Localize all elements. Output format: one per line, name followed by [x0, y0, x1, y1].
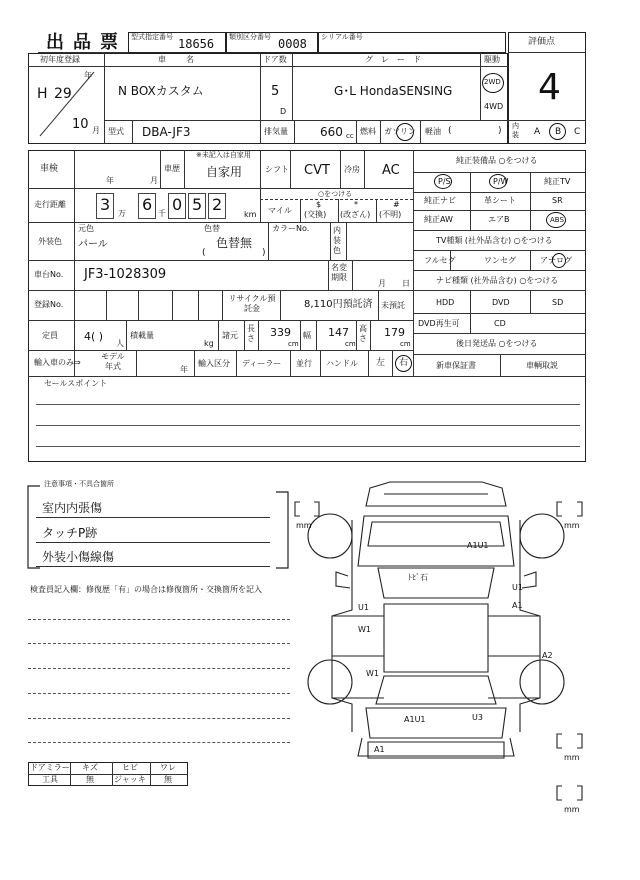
- door-mirror-label: ドアミラー: [30, 763, 70, 772]
- mark-w1-left: W1: [358, 625, 371, 634]
- mark-note: ○をつける: [318, 190, 353, 198]
- length: 339: [270, 326, 291, 339]
- chassis-label: 車台No.: [34, 270, 64, 279]
- tv-one-seg: ワンセグ: [484, 256, 516, 265]
- ac: AC: [382, 163, 400, 178]
- sheet-title: 出品票: [46, 32, 127, 53]
- len-label: 長さ: [247, 324, 255, 343]
- len-unit: cm: [288, 340, 299, 348]
- title-change-label: 名変期限: [331, 263, 347, 282]
- recycle-label: リサイクル預託金: [228, 294, 276, 313]
- era: H: [37, 86, 48, 102]
- current-color: 色替無: [216, 236, 253, 250]
- import-class-label: 輸入区分: [198, 359, 230, 368]
- navi-dvd: DVD: [492, 298, 510, 307]
- equip-airbag: エアB: [488, 215, 510, 224]
- equip-leather: 革シート: [484, 196, 516, 205]
- mark-a1-right: A1: [512, 601, 523, 610]
- mileage-d3: 0: [172, 195, 183, 214]
- notes-header: 注意事項・不具合箇所: [44, 480, 114, 488]
- tamper-sym: *: [354, 200, 358, 209]
- equip-aw: 純正AW: [424, 215, 453, 224]
- mark-a1u1-hood: A1U1: [467, 541, 489, 550]
- type-number-label: 型式指定番号: [131, 33, 173, 41]
- mm-label-rb: mm: [564, 805, 580, 814]
- handle-left: 左: [376, 358, 386, 368]
- car-name: N BOXカスタム: [118, 84, 204, 98]
- diesel-label: 軽油: [425, 127, 441, 136]
- tv-analog: アナログ: [540, 256, 572, 265]
- tv-full-seg: フルセグ: [424, 256, 456, 265]
- hgt-unit: cm: [400, 340, 411, 348]
- fuel-gasoline: ガソリン: [384, 127, 416, 136]
- car-name-label: 車名: [158, 55, 214, 64]
- registration-label: 登録No.: [34, 300, 64, 309]
- interior-b-circle: [549, 123, 566, 140]
- class-number-label: 類別区分番号: [229, 33, 271, 41]
- model-year-unit: 年: [180, 365, 188, 374]
- later-header: 後日発送品 ○をつける: [456, 339, 538, 348]
- inspector-label: 検査員記入欄：修復歴「有」の場合は修復箇所・交換箇所を記入: [30, 585, 262, 594]
- tv-header: TV種類 (社外品含む) ○をつける: [436, 236, 553, 245]
- import-only-label: 輸入車のみ⇒: [34, 358, 81, 367]
- mileage-d1: 3: [100, 195, 111, 214]
- interior-c: C: [574, 127, 581, 137]
- orig-color-label: 元色: [78, 224, 94, 233]
- mark-u3-rear: U3: [472, 713, 483, 722]
- class-number: 0008: [278, 37, 307, 51]
- capacity-unit: 人: [116, 339, 124, 348]
- car-diagram: [292, 476, 592, 816]
- tamper-label: (改ざん): [340, 210, 371, 219]
- wid-label: 幅: [303, 331, 311, 340]
- history-label: 車歴: [164, 164, 180, 173]
- first-reg-year: 29: [54, 86, 72, 102]
- not-deposited: 未預託: [381, 301, 405, 310]
- tv-analog-circle: [552, 253, 566, 268]
- color-label: 外装色: [38, 237, 62, 246]
- capacity: 4( ): [84, 330, 104, 343]
- equip-sr: SR: [552, 196, 563, 205]
- mark-u1-right: U1: [512, 583, 523, 592]
- inspection-year-unit: 年: [106, 176, 114, 185]
- recycle-value: 8,110円預託済: [304, 299, 373, 310]
- note-item-3: 外装小傷線傷: [42, 550, 115, 564]
- grade-points-label: 評価点: [528, 37, 556, 47]
- grade-label: グレード: [365, 55, 429, 64]
- color-bracket-close: ): [262, 248, 266, 258]
- first-reg-label: 初年度登録: [40, 55, 80, 64]
- parallel: 並行: [296, 359, 312, 368]
- current-color-label: 色替: [204, 224, 220, 233]
- navi-cd: CD: [494, 319, 506, 328]
- equip-abs-circle: [546, 212, 566, 228]
- mark-a1-bumper: A1: [374, 745, 385, 754]
- model-year-label: モデル年式: [101, 352, 125, 371]
- mm-label-rr: mm: [564, 753, 580, 762]
- crack-label: ヒビ: [122, 763, 138, 772]
- serial-label: シリアル番号: [321, 33, 363, 41]
- mile-label: マイル: [268, 206, 292, 215]
- capacity-label: 定員: [42, 331, 58, 340]
- mileage-d4: 5: [192, 195, 203, 214]
- navi-header: ナビ種類 (社外品含む) ○をつける: [436, 276, 559, 285]
- fuel-label: 燃料: [360, 127, 376, 136]
- first-reg-month: 10: [72, 117, 89, 132]
- mark-a1u1-rear: A1U1: [404, 715, 426, 724]
- width: 147: [328, 326, 349, 339]
- interior-a: A: [534, 127, 541, 137]
- equip-ps-circle: [434, 174, 452, 189]
- color-bracket-open: (: [202, 248, 206, 258]
- hgt-label: 高さ: [359, 324, 367, 343]
- exchange-label: (交換): [304, 210, 327, 219]
- grade-points-value: 4: [538, 67, 561, 108]
- fuel-gasoline-circle: [396, 123, 414, 141]
- doors: 5: [271, 84, 280, 99]
- type-number: 18656: [178, 37, 215, 51]
- navi-sd: SD: [552, 298, 564, 307]
- height: 179: [384, 326, 405, 339]
- mark-stone-chip: ﾄﾋﾞ石: [408, 573, 428, 582]
- navi-hdd: HDD: [436, 298, 455, 307]
- jack-none: 無: [164, 775, 172, 784]
- drive-2wd: 2WD: [484, 78, 501, 86]
- equip-pw: P/W: [493, 177, 509, 186]
- mark-w1-rear: W1: [366, 669, 379, 678]
- interior-color-label: 内装色: [333, 226, 341, 255]
- drive-label: 駆動: [484, 55, 500, 64]
- equip-pw-circle: [489, 174, 507, 189]
- wid-unit: cm: [345, 340, 356, 348]
- diesel-bracket-open: (: [448, 126, 452, 136]
- mm-label-fl: mm: [296, 521, 312, 530]
- handle-label: ハンドル: [326, 359, 358, 368]
- shift-label: シフト: [265, 165, 289, 174]
- handle-right-circle: [395, 355, 412, 372]
- ac-label: 冷房: [344, 165, 360, 174]
- diesel-bracket-close: ): [498, 126, 502, 136]
- color-no-label: カラーNo.: [272, 224, 310, 233]
- model-label: 型式: [108, 127, 124, 136]
- inspection-label: 車検: [40, 164, 59, 174]
- inspection-month-unit: 月: [150, 176, 158, 185]
- mm-label-fr: mm: [564, 521, 580, 530]
- mark-u1-left: U1: [358, 603, 369, 612]
- history-note: ※未記入は自家用: [196, 151, 251, 159]
- handle-right: 右: [399, 358, 409, 368]
- chassis-number: JF3-1028309: [84, 267, 167, 282]
- mileage-u2: 千: [158, 209, 166, 218]
- displacement-label: 排気量: [264, 127, 288, 136]
- equip-tv: 純正TV: [544, 177, 571, 186]
- grade: G･L HondaSENSING: [334, 84, 453, 98]
- tools-label: 工具: [42, 775, 58, 784]
- door-suffix: D: [280, 107, 287, 116]
- displacement: 660: [320, 125, 343, 139]
- displacement-unit: cc: [346, 132, 354, 140]
- tools-none: 無: [86, 775, 94, 784]
- later-warranty: 新車保証書: [436, 361, 476, 370]
- mileage-label: 走行距離: [34, 200, 66, 209]
- load-unit: kg: [204, 339, 214, 348]
- dim-label: 諸元: [222, 331, 238, 340]
- exchange-sym: $: [316, 200, 322, 209]
- history: 自家用: [206, 165, 243, 179]
- genuine-header: 純正装備品 ○をつける: [456, 156, 538, 165]
- equip-navi: 純正ナビ: [424, 196, 456, 205]
- mileage-u1: 万: [118, 209, 126, 218]
- mileage-d2: 6: [142, 195, 153, 214]
- note-item-2: タッチP跡: [42, 526, 98, 540]
- orig-color: パール: [78, 239, 108, 250]
- mileage-unit: km: [244, 210, 257, 219]
- doors-label: ドア数: [263, 55, 287, 64]
- equip-ps: P/S: [438, 177, 451, 186]
- mark-a2-right: A2: [542, 651, 553, 660]
- note-item-1: 室内内張傷: [42, 501, 103, 515]
- title-change-month: 月: [378, 279, 386, 288]
- interior-b: B: [555, 127, 562, 137]
- drive-4wd: 4WD: [484, 102, 504, 111]
- break-label: ワレ: [160, 763, 176, 772]
- model: DBA-JF3: [142, 125, 191, 139]
- dealer: ディーラー: [242, 359, 282, 368]
- interior-label: 内装: [512, 122, 519, 139]
- dvd-play: DVD再生可: [418, 319, 460, 328]
- mileage-d5: 2: [212, 195, 223, 214]
- unknown-sym: #: [393, 200, 400, 209]
- year-unit: 年: [84, 71, 92, 80]
- sales-points-label: セールスポイント: [44, 379, 108, 388]
- load-label: 積載量: [130, 331, 154, 340]
- scratch-label: キズ: [82, 763, 98, 772]
- equip-abs: ABS: [550, 216, 564, 224]
- jack-label: ジャッキ: [114, 775, 146, 784]
- shift: CVT: [304, 163, 330, 178]
- unknown-label: (不明): [379, 210, 402, 219]
- month-unit: 月: [92, 126, 100, 135]
- later-manual: 車輌取説: [526, 361, 558, 370]
- title-change-day: 日: [402, 279, 410, 288]
